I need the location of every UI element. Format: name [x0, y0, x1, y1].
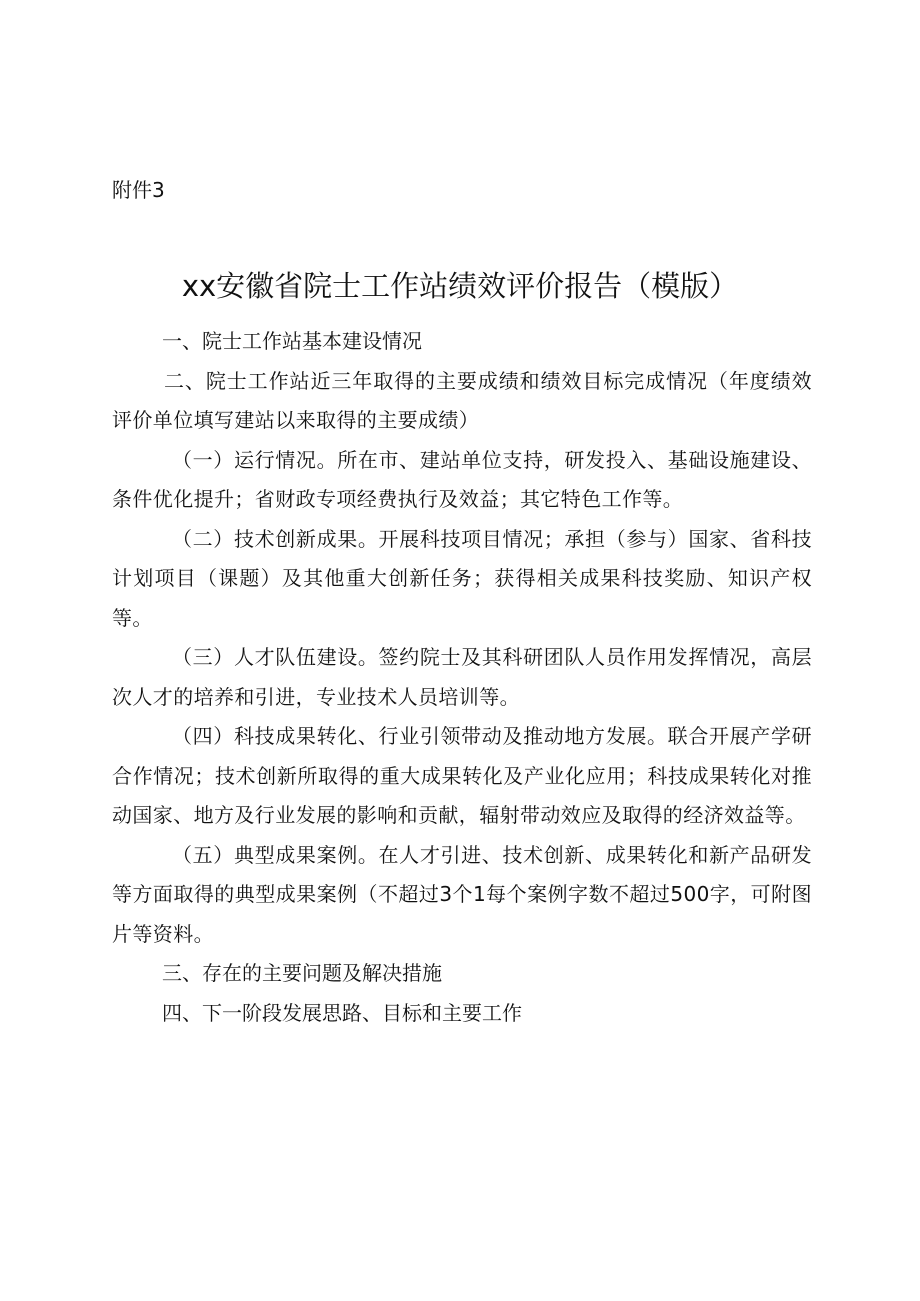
document-body	[112, 322, 812, 1033]
document-title: xx安徽省院士工作站绩效评价报告（模版）	[181, 269, 739, 303]
section-heading-4: 四、下一阶段发展思路、目标和主要工作	[162, 1000, 522, 1025]
section-heading-1: 一、院士工作站基本建设情况	[162, 329, 422, 353]
section-heading-2: 二、院士工作站近三年取得的主要成绩和绩效目标完成情况（年度绩效评价单位填写建站以来取得的主要成绩）	[112, 368, 812, 432]
paragraph-talent: （三）人才队伍建设。签约院士及其科研团队人员作用发挥情况，高层次人才的培养和引进，专业技术人员培训等。	[112, 645, 812, 709]
paragraph-operation: （一）运行情况。所在市、建站单位支持，研发投入、基础设施建设、条件优化提升；省财政专项经费执行及效益；其它特色工作等。	[112, 447, 812, 511]
paragraph-cases: （五）典型成果案例。在人才引进、技术创新、成果转化和新产品研发等方面取得的典型成果案例（不超过3个1每个案例字数不超过500字，可附图片等资料。	[112, 842, 812, 946]
paragraph-transformation: （四）科技成果转化、行业引领带动及推动地方发展。联合开展产学研合作情况；技术创新所取得的重大成果转化及产业化应用；科技成果转化对推动国家、地方及行业发展的影响和贡献，辐射带动效应及取得的经济效益等。	[112, 724, 812, 827]
attachment-label: 附件3	[112, 178, 165, 202]
section-heading-3: 三、存在的主要问题及解决措施	[162, 961, 442, 985]
paragraph-innovation: （二）技术创新成果。开展科技项目情况；承担（参与）国家、省科技计划项目（课题）及其他重大创新任务；获得相关成果科技奖励、知识产权等。	[112, 526, 812, 630]
